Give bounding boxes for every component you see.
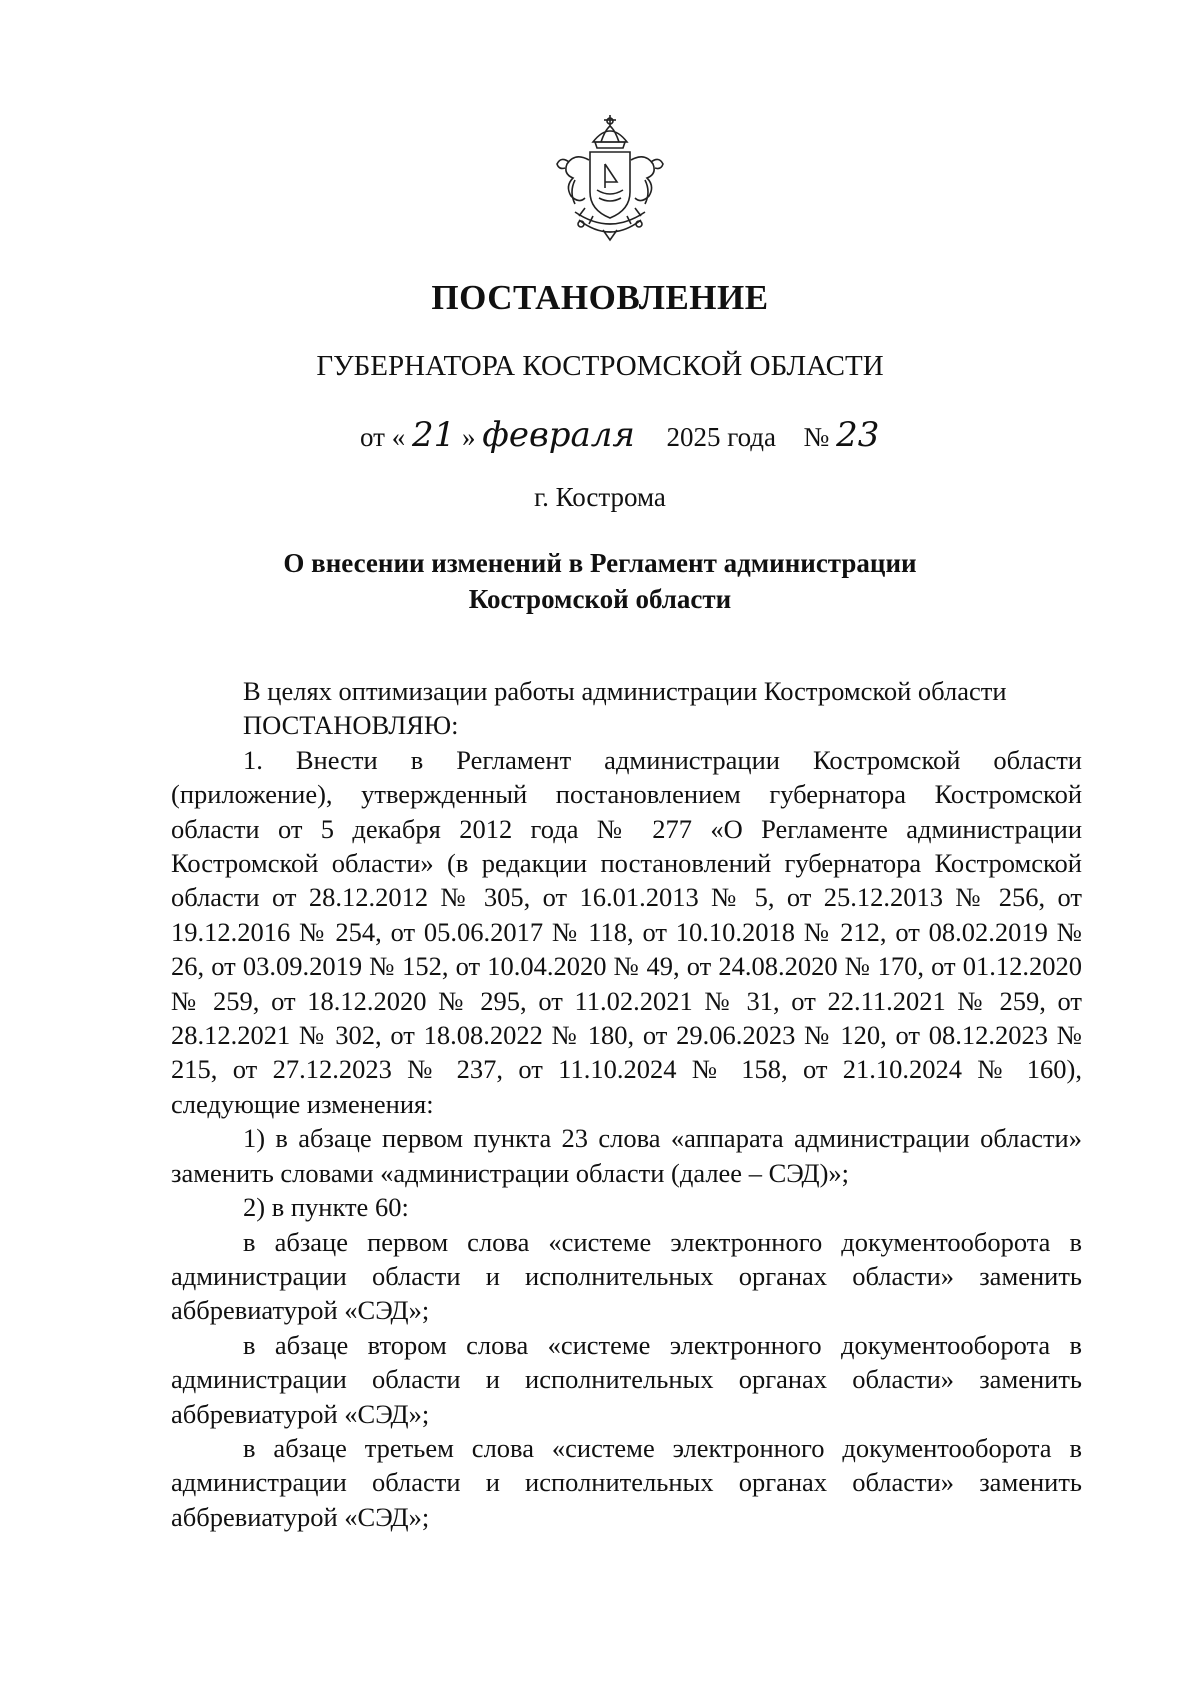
body-paragraph: 1. Внести в Регламент администрации Костромской области (приложение), утвержденный постановлением губернатора Костромской области от 5 декабря 2012 года № 277 «О Регламенте администрации Костромской области» (в редакции постановлений губернатора Костромской области от 28.12.2012 № 305, от 16.01.2013 № 5, от 25.12.2013 № 256, от 19.12.2016 № 254, от 05.06.2017 № 118, от 10.10.2018 № 212, от 08.02.2019 № 26, от 03.09.2019 № 152, от 10.04.2020 № 49, от 24.08.2020 № 170, от 01.12.2020 № 259, от 18.12.2020 № 295, от 11.02.2021 № 31, от 22.11.2021 № 259, от 28.12.2021 № 302, от 18.08.2022 № 180, от 29.06.2023 № 120, от 08.12.2023 № 215, от 27.12.2023 № 237, от 11.10.2024 № 158, от 21.10.2024 № 160), следующие изменения: <box>171 744 1082 1119</box>
body-paragraph: В целях оптимизации работы администрации Костромской области <box>243 676 1007 706</box>
body-paragraph: в абзаце первом слова «системе электронного документооборота в администрации области и исполнительных органах области» заменить аббревиатурой «СЭД»; <box>171 1226 1082 1326</box>
number-sign: № <box>803 422 830 452</box>
body-paragraph: в абзаце втором слова «системе электронного документооборота в администрации области и исполнительных органах области» заменить аббревиатурой «СЭД»; <box>171 1329 1082 1429</box>
document-heading <box>0 545 1200 617</box>
document-subtitle: ГУБЕРНАТОРА КОСТРОМСКОЙ ОБЛАСТИ <box>316 350 884 382</box>
document-number-handwritten: 23 <box>836 415 880 455</box>
heading-line-2: Костромской области <box>468 584 732 614</box>
body-paragraph: в абзаце третьем слова «системе электронного документооборота в администрации области и исполнительных органах области» заменить аббревиатурой «СЭД»; <box>171 1432 1082 1532</box>
date-line <box>360 415 879 455</box>
body-paragraph: 2) в пункте 60: <box>243 1192 409 1223</box>
date-prefix: от « <box>360 422 406 452</box>
date-close-quote: » <box>461 422 476 452</box>
heading-line-1: О внесении изменений в Регламент администрации <box>283 548 917 578</box>
body-paragraph: 1) в абзаце первом пункта 23 слова «аппарата администрации области» заменить словами «администрации области (далее – СЭД)»; <box>171 1123 1082 1188</box>
date-month-handwritten: февраля <box>482 415 635 455</box>
body-paragraph: ПОСТАНОВЛЯЮ: <box>243 710 459 741</box>
date-year: 2025 года <box>666 422 777 452</box>
coat-of-arms-icon <box>545 112 675 250</box>
document-body <box>171 674 1082 1534</box>
city: г. Кострома <box>534 482 666 512</box>
document-title: ПОСТАНОВЛЕНИЕ <box>431 278 769 317</box>
date-day-handwritten: 21 <box>411 415 456 455</box>
